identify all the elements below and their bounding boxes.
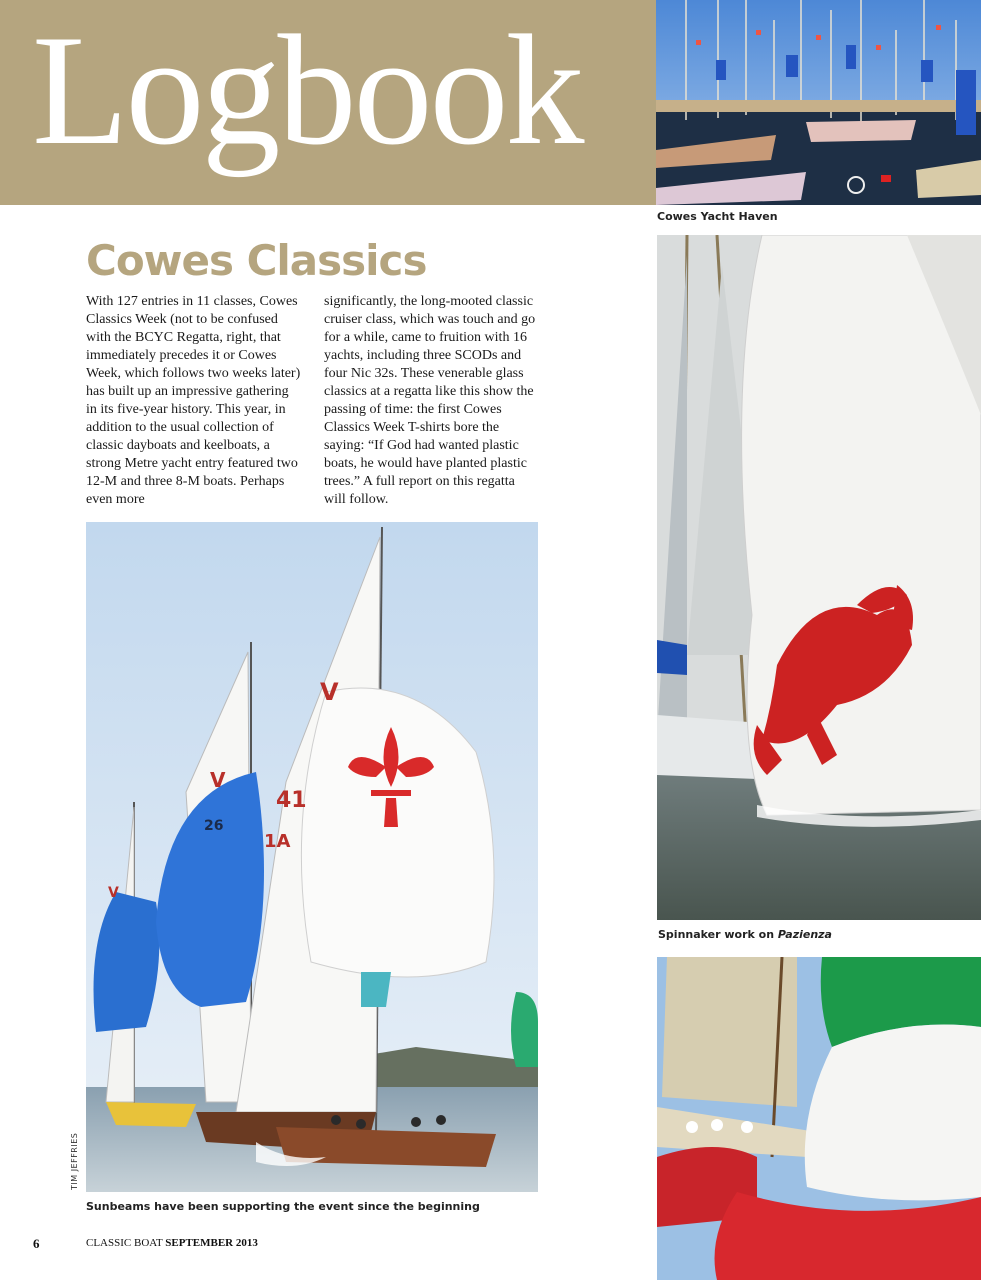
- logbook-banner: [0, 0, 656, 205]
- photo-tricolour-spinnaker: [657, 957, 981, 1280]
- issue-date: SEPTEMBER 2013: [165, 1237, 258, 1249]
- sail-letter: V: [320, 678, 339, 706]
- caption-yacht-haven: Cowes Yacht Haven: [657, 210, 778, 223]
- photo-credit: TIM JEFFRIES: [70, 1132, 79, 1190]
- sail-letter: 41: [276, 788, 307, 813]
- section-title: Logbook: [32, 3, 582, 178]
- sail-letter: V: [108, 885, 119, 901]
- caption-pazienza-prefix: Spinnaker work on: [658, 928, 778, 941]
- sail-letter: 26: [204, 818, 224, 834]
- article-column-2: [324, 293, 539, 509]
- caption-sunbeams: Sunbeams have been supporting the event since the beginning: [86, 1200, 480, 1213]
- photo-pazienza: [657, 235, 981, 920]
- article-text-2: significantly, the long-mooted classic cruiser class, which was touch and go for a while, came to fruition with 16 yachts, including three SCODs and four Nic 32s. These venerable glass classics at a regatta like this show the passing of time: the first Cowes Classics Week T-shirts bore the saying: “If God had wanted plastic boats, he would have planted plastic trees.” A full report on this regatta will follow.: [324, 294, 536, 507]
- article-headline: Cowes Classics: [86, 236, 427, 285]
- page-number: 6: [33, 1236, 40, 1251]
- photo-sunbeams: [86, 522, 538, 1192]
- sail-letter: 1A: [264, 831, 291, 852]
- article-text-1: With 127 entries in 11 classes, Cowes Classics Week (not to be confused with the BCYC Regatta, right, that immediately precedes it or Cowes Week, which follows two weeks later) has built up an impressive gathering in its five-year history. This year, in addition to the usual collection of classic dayboats and keelboats, a strong Metre yacht entry featured two 12-M and three 8-M boats. Perhaps even more: [86, 294, 301, 507]
- photo-yacht-haven: [656, 0, 981, 205]
- boat-name: Pazienza: [777, 928, 832, 941]
- magazine-footer: [86, 1237, 258, 1249]
- sail-letter: V: [210, 768, 226, 792]
- magazine-name: CLASSIC BOAT: [86, 1237, 163, 1249]
- article-column-1: [86, 293, 301, 509]
- caption-pazienza: [658, 928, 832, 941]
